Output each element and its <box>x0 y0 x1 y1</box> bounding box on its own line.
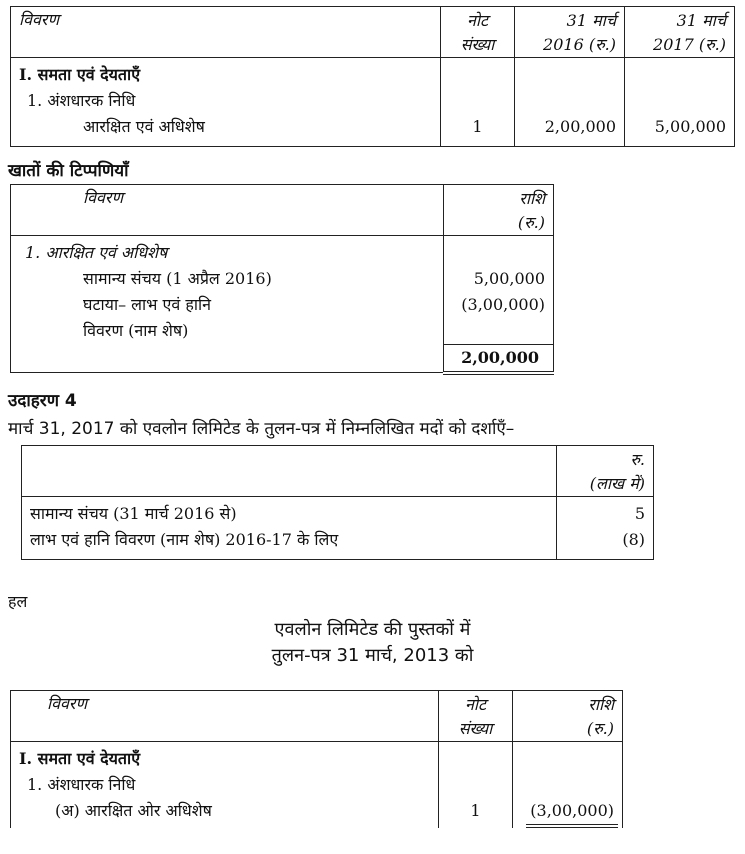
table-header-row <box>11 7 735 58</box>
solution-balance-sheet-table <box>10 690 623 828</box>
header-note-line2: संख्या <box>460 35 495 54</box>
header-note-line2: संख्या <box>458 719 493 738</box>
table-header-row <box>22 446 654 497</box>
header-2016-line2: 2016 (रु.) <box>543 35 616 54</box>
header-amount-line2: (रु.) <box>517 213 545 232</box>
note-total-value: 2,00,000 <box>461 347 539 367</box>
note-row-value: 5,00,000 <box>444 266 554 292</box>
item-label: (अ) आरक्षित ओर अधिशेष <box>11 798 439 828</box>
table-header-row <box>11 691 623 742</box>
note-title: 1. आरक्षित एवं अधिशेष <box>11 236 444 267</box>
header-particulars: विवरण <box>11 7 441 58</box>
notes-table <box>10 184 554 375</box>
note-row-value <box>444 318 554 344</box>
table-row <box>11 772 623 798</box>
example-heading <box>8 388 77 411</box>
header-note-line1: नोट <box>466 11 489 30</box>
note-total <box>444 344 554 373</box>
table-row <box>11 798 623 828</box>
item-amount <box>513 798 623 828</box>
item-value: (8) <box>557 527 654 560</box>
solution-title-line1: एवलोन लिमिटेड की पुस्तकों में <box>274 619 471 640</box>
table-row <box>11 292 554 318</box>
solution-title-line2: तुलन-पत्र 31 मार्च, 2013 को <box>271 645 474 666</box>
subsection-label: 1. अंशधारक निधि <box>11 772 439 798</box>
table-row <box>22 527 654 560</box>
header-particulars: विवरण <box>11 185 444 236</box>
header-amount <box>557 446 654 497</box>
item-note: 1 <box>439 798 513 828</box>
note-row-label: सामान्य संचय (1 अप्रैल 2016) <box>11 266 444 292</box>
header-particulars: विवरण <box>11 691 439 742</box>
item-label: आरक्षित एवं अधिशेष <box>11 114 441 147</box>
item-2016-value: 2,00,000 <box>515 114 625 147</box>
note-row-label: विवरण (नाम शेष) <box>11 318 444 344</box>
table-header-row <box>11 185 554 236</box>
item-amount-value: (3,00,000) <box>526 798 618 828</box>
header-2017-line2: 2017 (रु.) <box>653 35 726 54</box>
item-note: 1 <box>441 114 515 147</box>
header-amount <box>444 185 554 236</box>
header-amount-line2: (लाख में) <box>589 474 645 493</box>
example-items-table <box>21 445 654 560</box>
table-row <box>11 266 554 292</box>
note-row-label: घटाया– लाभ एवं हानि <box>11 292 444 318</box>
header-amount-line1: राशि <box>519 189 545 208</box>
table-row <box>11 88 735 114</box>
header-note-no <box>441 7 515 58</box>
header-amount <box>513 691 623 742</box>
header-amount-line1: राशि <box>588 695 614 714</box>
table-row <box>11 344 554 373</box>
example-heading-text: उदाहरण 4 <box>8 391 77 411</box>
table-row <box>22 497 654 528</box>
notes-heading: खातों की टिप्पणियाँ <box>8 161 129 181</box>
header-2016-line1: 31 मार्च <box>566 11 616 30</box>
section-label: I. समता एवं देयताएँ <box>11 742 439 773</box>
header-amount-line1: रु. <box>630 450 645 469</box>
header-2016 <box>515 7 625 58</box>
item-2017-value: 5,00,000 <box>625 114 735 147</box>
item-label: लाभ एवं हानि विवरण (नाम शेष) 2016-17 के लिए <box>22 527 557 560</box>
section-label: I. समता एवं देयताएँ <box>11 58 441 89</box>
header-particulars-empty <box>22 446 557 497</box>
header-note-line1: नोट <box>464 695 487 714</box>
example-text: मार्च 31, 2017 को एवलोन लिमिटेड के तुलन-पत्र में निम्नलिखित मदों को दर्शाएँ– <box>8 419 515 439</box>
table-row <box>11 318 554 344</box>
item-label: सामान्य संचय (31 मार्च 2016 से) <box>22 497 557 528</box>
note-row-value: (3,00,000) <box>444 292 554 318</box>
item-value: 5 <box>557 497 654 528</box>
table-row <box>11 236 554 267</box>
solution-label: हल <box>8 592 28 611</box>
balance-sheet-table <box>10 6 735 147</box>
header-note-no <box>439 691 513 742</box>
table-row <box>11 742 623 773</box>
subsection-label: 1. अंशधारक निधि <box>11 88 441 114</box>
header-2017-line1: 31 मार्च <box>676 11 726 30</box>
table-row <box>11 58 735 89</box>
header-2017 <box>625 7 735 58</box>
header-amount-line2: (रु.) <box>586 719 614 738</box>
table-row <box>11 114 735 147</box>
